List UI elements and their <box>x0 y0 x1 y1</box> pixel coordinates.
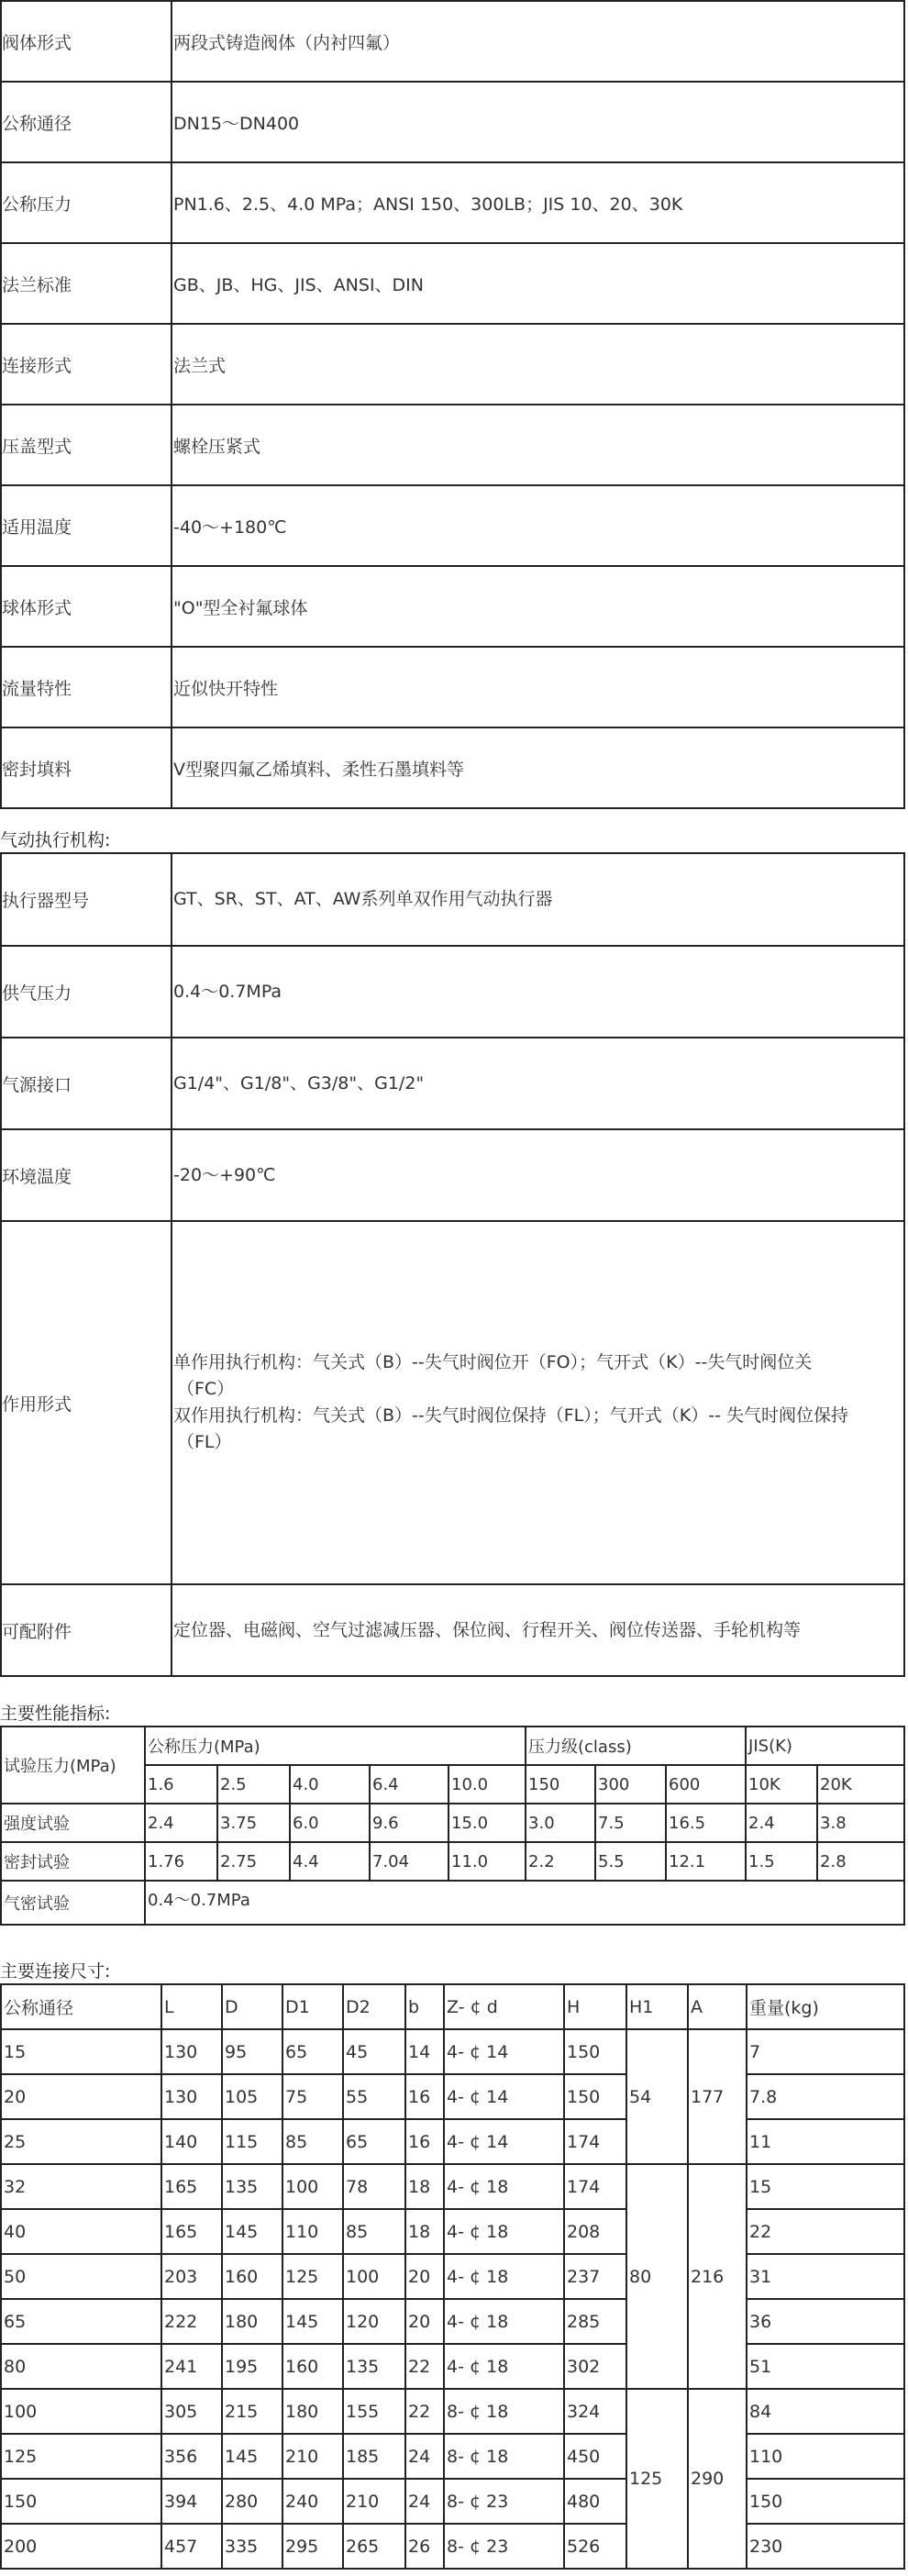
actuator-spec-table <box>0 852 905 1677</box>
dimension-cell: 120 <box>343 2299 405 2344</box>
dimension-row <box>1 2209 904 2254</box>
h1-value: 80 <box>626 2164 688 2389</box>
weight-value: 150 <box>747 2479 904 2524</box>
dimension-cell: 125 <box>282 2254 343 2299</box>
performance-header-row <box>1 1727 904 1765</box>
valve-spec-row <box>1 566 904 647</box>
dimension-cell: 4- ¢ 18 <box>444 2209 564 2254</box>
accessories-value: 定位器、电磁阀、空气过滤减压器、保位阀、行程开关、阀位传送器、手轮机构等 <box>172 1584 904 1676</box>
dimension-cell: 140 <box>161 2119 222 2164</box>
spec-label: 公称压力 <box>1 162 172 243</box>
dimension-column-header: L <box>161 1984 222 2029</box>
dimension-cell: 24 <box>405 2434 444 2479</box>
actuator-row-action <box>1 1221 904 1584</box>
dimension-row <box>1 2344 904 2389</box>
dimension-cell: 14 <box>405 2029 444 2074</box>
spec-label: 公称通径 <box>1 82 172 162</box>
weight-value: 22 <box>747 2209 904 2254</box>
dimension-cell: 285 <box>564 2299 626 2344</box>
test-type-label: 密封试验 <box>1 1842 145 1881</box>
performance-section-title: 主要性能指标: <box>0 1704 111 1724</box>
weight-value: 11 <box>747 2119 904 2164</box>
h1-value: 54 <box>626 2029 688 2164</box>
dimension-cell: 160 <box>282 2344 343 2389</box>
dimension-body <box>1 1984 904 2569</box>
test-pressure-value: 7.5 <box>595 1804 666 1842</box>
dimension-cell: 480 <box>564 2479 626 2524</box>
dimension-row <box>1 2254 904 2299</box>
performance-body <box>1 1727 904 1925</box>
dimension-cell: 145 <box>222 2434 282 2479</box>
spec-value: 两段式铸造阀体（内衬四氟） <box>172 1 904 82</box>
test-pressure-value: 12.1 <box>666 1842 746 1881</box>
dimension-cell: 240 <box>282 2479 343 2524</box>
dimension-row <box>1 2434 904 2479</box>
air-test-label: 气密试验 <box>1 1881 145 1925</box>
spec-label: 适用温度 <box>1 485 172 566</box>
dimension-cell: 20 <box>405 2254 444 2299</box>
valve-spec-body <box>1 1 904 808</box>
dimension-column-header: D2 <box>343 1984 405 2029</box>
valve-spec-row <box>1 243 904 324</box>
dimension-cell: 241 <box>161 2344 222 2389</box>
dimension-column-header: H <box>564 1984 626 2029</box>
dimension-table <box>0 1983 905 2570</box>
dimension-cell: 8- ¢ 23 <box>444 2524 564 2569</box>
dimension-row <box>1 2389 904 2434</box>
air-port-label: 气源接口 <box>1 1038 172 1129</box>
spec-label: 阀体形式 <box>1 1 172 82</box>
dimension-cell: 40 <box>1 2209 161 2254</box>
dimension-cell: 210 <box>282 2434 343 2479</box>
dimension-cell: 4- ¢ 18 <box>444 2164 564 2209</box>
dimension-cell: 210 <box>343 2479 405 2524</box>
dimension-cell: 100 <box>343 2254 405 2299</box>
dimension-cell: 16 <box>405 2074 444 2119</box>
actuator-section-title: 气动执行机构: <box>0 830 111 850</box>
pressure-grade-header: 6.4 <box>370 1765 448 1804</box>
dimension-row <box>1 2119 904 2164</box>
test-pressure-value: 4.4 <box>290 1842 370 1881</box>
dimension-cell: 160 <box>222 2254 282 2299</box>
test-pressure-value: 9.6 <box>370 1804 448 1842</box>
test-pressure-value: 2.4 <box>145 1804 217 1842</box>
dimension-column-header: Z- ¢ d <box>444 1984 564 2029</box>
test-pressure-value: 3.75 <box>217 1804 290 1842</box>
test-pressure-value: 6.0 <box>290 1804 370 1842</box>
valve-spec-row <box>1 647 904 727</box>
actuator-row-supply <box>1 946 904 1038</box>
test-pressure-value: 2.2 <box>526 1842 595 1881</box>
test-pressure-value: 3.0 <box>526 1804 595 1842</box>
dimension-row <box>1 2029 904 2074</box>
dimension-cell: 265 <box>343 2524 405 2569</box>
dimension-column-header: b <box>405 1984 444 2029</box>
dimension-cell: 100 <box>282 2164 343 2209</box>
a-value: 216 <box>688 2164 747 2389</box>
actuator-row-ambient <box>1 1129 904 1221</box>
action-type-label: 作用形式 <box>1 1221 172 1584</box>
dimension-cell: 394 <box>161 2479 222 2524</box>
dimension-cell: 105 <box>222 2074 282 2119</box>
test-type-label: 强度试验 <box>1 1804 145 1842</box>
test-pressure-value: 2.75 <box>217 1842 290 1881</box>
weight-value: 36 <box>747 2299 904 2344</box>
valve-spec-row <box>1 82 904 162</box>
valve-spec-row <box>1 1 904 82</box>
dimension-cell: 450 <box>564 2434 626 2479</box>
dimension-cell: 80 <box>1 2344 161 2389</box>
action-type-value <box>172 1221 904 1584</box>
dimension-cell: 4- ¢ 14 <box>444 2074 564 2119</box>
dimension-cell: 18 <box>405 2164 444 2209</box>
dimension-cell: 55 <box>343 2074 405 2119</box>
dimension-cell: 295 <box>282 2524 343 2569</box>
ambient-temp-value: -20～+90℃ <box>172 1129 904 1221</box>
actuator-model-value: GT、SR、ST、AT、AW系列单双作用气动执行器 <box>172 853 904 946</box>
valve-spec-row <box>1 727 904 808</box>
spec-value: 近似快开特性 <box>172 647 904 727</box>
dimension-cell: 150 <box>564 2029 626 2074</box>
dimension-cell: 20 <box>405 2299 444 2344</box>
pressure-grade-header: 600 <box>666 1765 746 1804</box>
dimension-column-header: A <box>688 1984 747 2029</box>
actuator-row-port <box>1 1038 904 1129</box>
test-pressure-header: 试验压力(MPa) <box>1 1727 145 1804</box>
dimension-cell: 174 <box>564 2164 626 2209</box>
dimension-cell: 185 <box>343 2434 405 2479</box>
action-single-line: 单作用执行机构：气关式（B）--失气时阀位开（FO）；气开式（K）--失气时阀位关 <box>173 1352 813 1372</box>
a-value: 177 <box>688 2029 747 2164</box>
weight-value: 15 <box>747 2164 904 2209</box>
pressure-grade-header: 2.5 <box>217 1765 290 1804</box>
test-pressure-value: 3.8 <box>817 1804 904 1842</box>
test-pressure-value: 1.76 <box>145 1842 217 1881</box>
nominal-pressure-header: 公称压力(MPa) <box>145 1727 526 1765</box>
weight-value: 31 <box>747 2254 904 2299</box>
pressure-grade-header: 1.6 <box>145 1765 217 1804</box>
dimension-cell: 135 <box>343 2344 405 2389</box>
dimension-cell: 145 <box>282 2299 343 2344</box>
pressure-class-header: 压力级(class) <box>526 1727 746 1765</box>
spec-label: 密封填料 <box>1 727 172 808</box>
spec-value: GB、JB、HG、JIS、ANSI、DIN <box>172 243 904 324</box>
dimension-cell: 20 <box>1 2074 161 2119</box>
spec-value: V型聚四氟乙烯填料、柔性石墨填料等 <box>172 727 904 808</box>
spec-label: 连接形式 <box>1 324 172 405</box>
dimension-cell: 215 <box>222 2389 282 2434</box>
dimension-cell: 22 <box>405 2389 444 2434</box>
weight-value: 51 <box>747 2344 904 2389</box>
dimension-cell: 25 <box>1 2119 161 2164</box>
spec-value: "O"型全衬氟球体 <box>172 566 904 647</box>
dimension-cell: 203 <box>161 2254 222 2299</box>
dimension-cell: 115 <box>222 2119 282 2164</box>
dimension-cell: 4- ¢ 18 <box>444 2254 564 2299</box>
spec-value: DN15～DN400 <box>172 82 904 162</box>
dimension-cell: 208 <box>564 2209 626 2254</box>
dimension-cell: 280 <box>222 2479 282 2524</box>
spec-label: 法兰标准 <box>1 243 172 324</box>
spec-label: 压盖型式 <box>1 405 172 485</box>
pressure-grade-header: 4.0 <box>290 1765 370 1804</box>
dimension-cell: 4- ¢ 18 <box>444 2344 564 2389</box>
spec-value: 法兰式 <box>172 324 904 405</box>
dimension-cell: 75 <box>282 2074 343 2119</box>
dimension-cell: 302 <box>564 2344 626 2389</box>
weight-value: 7 <box>747 2029 904 2074</box>
spec-value: -40～+180℃ <box>172 485 904 566</box>
dimension-cell: 85 <box>343 2209 405 2254</box>
test-pressure-value: 15.0 <box>448 1804 526 1842</box>
test-pressure-value: 5.5 <box>595 1842 666 1881</box>
weight-value: 84 <box>747 2389 904 2434</box>
actuator-model-label: 执行器型号 <box>1 853 172 946</box>
h1-value: 125 <box>626 2389 688 2569</box>
pressure-grade-header: 10K <box>746 1765 817 1804</box>
dimension-cell: 4- ¢ 18 <box>444 2299 564 2344</box>
dimension-cell: 135 <box>222 2164 282 2209</box>
weight-value: 230 <box>747 2524 904 2569</box>
dimension-cell: 155 <box>343 2389 405 2434</box>
dimension-column-header: D <box>222 1984 282 2029</box>
dimension-section-title: 主要连接尺寸: <box>0 1961 111 1982</box>
dimension-cell: 165 <box>161 2164 222 2209</box>
performance-row <box>1 1804 904 1842</box>
dimension-cell: 26 <box>405 2524 444 2569</box>
accessories-label: 可配附件 <box>1 1584 172 1676</box>
performance-row <box>1 1842 904 1881</box>
dimension-cell: 8- ¢ 18 <box>444 2389 564 2434</box>
action-double-line: 双作用执行机构：气关式（B）--失气时阀位保持（FL）；气开式（K）-- 失气时阀位保持 <box>173 1405 848 1426</box>
dimension-cell: 150 <box>1 2479 161 2524</box>
dimension-cell: 8- ¢ 23 <box>444 2479 564 2524</box>
dimension-column-header: 公称通径 <box>1 1984 161 2029</box>
dimension-cell: 457 <box>161 2524 222 2569</box>
weight-value: 110 <box>747 2434 904 2479</box>
dimension-cell: 180 <box>222 2299 282 2344</box>
dimension-cell: 45 <box>343 2029 405 2074</box>
spec-label: 流量特性 <box>1 647 172 727</box>
test-pressure-value: 1.5 <box>746 1842 817 1881</box>
dimension-cell: 165 <box>161 2209 222 2254</box>
dimension-cell: 32 <box>1 2164 161 2209</box>
dimension-cell: 65 <box>1 2299 161 2344</box>
test-pressure-value: 16.5 <box>666 1804 746 1842</box>
dimension-cell: 305 <box>161 2389 222 2434</box>
dimension-cell: 130 <box>161 2074 222 2119</box>
dimension-cell: 22 <box>405 2344 444 2389</box>
dimension-column-header: H1 <box>626 1984 688 2029</box>
action-single-fc: （FC） <box>177 1379 235 1399</box>
dimension-cell: 8- ¢ 18 <box>444 2434 564 2479</box>
dimension-cell: 526 <box>564 2524 626 2569</box>
dimension-column-header: D1 <box>282 1984 343 2029</box>
test-pressure-value: 7.04 <box>370 1842 448 1881</box>
dimension-cell: 4- ¢ 14 <box>444 2119 564 2164</box>
dimension-cell: 65 <box>282 2029 343 2074</box>
performance-table <box>0 1726 905 1926</box>
test-pressure-value: 11.0 <box>448 1842 526 1881</box>
air-port-value: G1/4"、G1/8"、G3/8"、G1/2" <box>172 1038 904 1129</box>
pressure-grade-header: 10.0 <box>448 1765 526 1804</box>
test-pressure-value: 2.4 <box>746 1804 817 1842</box>
valve-spec-row <box>1 485 904 566</box>
dimension-row <box>1 2479 904 2524</box>
dimension-cell: 65 <box>343 2119 405 2164</box>
dimension-cell: 15 <box>1 2029 161 2074</box>
dimension-cell: 18 <box>405 2209 444 2254</box>
pressure-grade-header: 20K <box>817 1765 904 1804</box>
spec-value: PN1.6、2.5、4.0 MPa；ANSI 150、300LB；JIS 10、20、30K <box>172 162 904 243</box>
air-test-value: 0.4～0.7MPa <box>145 1881 904 1925</box>
dimension-cell: 100 <box>1 2389 161 2434</box>
actuator-row-model <box>1 853 904 946</box>
dimension-column-header: 重量(kg) <box>747 1984 904 2029</box>
dimension-cell: 110 <box>282 2209 343 2254</box>
spec-label: 球体形式 <box>1 566 172 647</box>
dimension-cell: 324 <box>564 2389 626 2434</box>
dimension-header-row <box>1 1984 904 2029</box>
dimension-cell: 130 <box>161 2029 222 2074</box>
dimension-row <box>1 2524 904 2569</box>
ambient-temp-label: 环境温度 <box>1 1129 172 1221</box>
jis-header: JIS(K) <box>746 1727 904 1765</box>
dimension-row <box>1 2164 904 2209</box>
a-value: 290 <box>688 2389 747 2569</box>
dimension-cell: 78 <box>343 2164 405 2209</box>
dimension-cell: 50 <box>1 2254 161 2299</box>
dimension-row <box>1 2074 904 2119</box>
dimension-row <box>1 2299 904 2344</box>
valve-spec-row <box>1 324 904 405</box>
dimension-cell: 85 <box>282 2119 343 2164</box>
dimension-cell: 237 <box>564 2254 626 2299</box>
test-pressure-value: 2.8 <box>817 1842 904 1881</box>
action-double-fl: （FL） <box>177 1432 232 1452</box>
spec-value: 螺栓压紧式 <box>172 405 904 485</box>
dimension-cell: 145 <box>222 2209 282 2254</box>
weight-value: 7.8 <box>747 2074 904 2119</box>
dimension-cell: 4- ¢ 14 <box>444 2029 564 2074</box>
performance-row-air <box>1 1881 904 1925</box>
dimension-cell: 150 <box>564 2074 626 2119</box>
valve-spec-row <box>1 162 904 243</box>
supply-pressure-label: 供气压力 <box>1 946 172 1038</box>
pressure-grade-header: 150 <box>526 1765 595 1804</box>
dimension-cell: 125 <box>1 2434 161 2479</box>
dimension-cell: 16 <box>405 2119 444 2164</box>
dimension-cell: 195 <box>222 2344 282 2389</box>
dimension-cell: 335 <box>222 2524 282 2569</box>
dimension-cell: 200 <box>1 2524 161 2569</box>
dimension-cell: 24 <box>405 2479 444 2524</box>
valve-spec-table <box>0 0 905 809</box>
actuator-row-accessories <box>1 1584 904 1676</box>
dimension-cell: 222 <box>161 2299 222 2344</box>
dimension-cell: 180 <box>282 2389 343 2434</box>
supply-pressure-value: 0.4～0.7MPa <box>172 946 904 1038</box>
dimension-cell: 174 <box>564 2119 626 2164</box>
dimension-cell: 356 <box>161 2434 222 2479</box>
pressure-grade-header: 300 <box>595 1765 666 1804</box>
valve-spec-row <box>1 405 904 485</box>
dimension-cell: 95 <box>222 2029 282 2074</box>
